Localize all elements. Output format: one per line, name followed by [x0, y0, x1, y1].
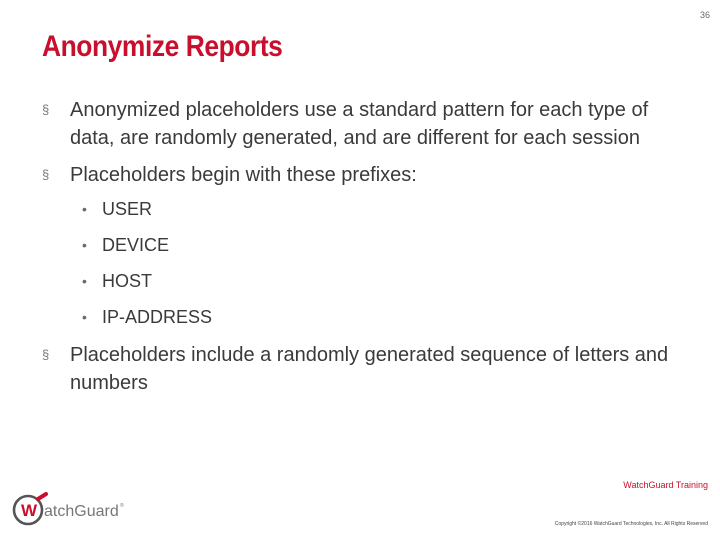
logo-w: W — [21, 501, 38, 520]
bullet-text: Placeholders begin with these prefixes: — [70, 164, 417, 186]
bullet-marker: § — [42, 347, 50, 362]
sub-marker: • — [82, 237, 87, 253]
page-number: 36 — [699, 10, 710, 20]
sub-item-user — [82, 197, 682, 221]
logo-text: atchGuard — [44, 503, 119, 520]
sub-item-text: USER — [102, 199, 153, 219]
watchguard-logo — [12, 492, 127, 528]
sub-item-text: DEVICE — [102, 235, 170, 255]
footer-copyright: Copyright ©2016 WatchGuard Technologies, Inc. All Rights Reserved — [554, 521, 708, 527]
sub-item-ip-address — [82, 305, 682, 329]
bullet-text: Placeholders include a randomly generated sequence of letters and numbers — [70, 344, 669, 394]
watchguard-logo-icon — [12, 492, 127, 528]
bullet-item — [42, 96, 682, 152]
sub-item-text: HOST — [102, 271, 153, 291]
sub-item-host — [82, 269, 682, 293]
sub-item-text: IP-ADDRESS — [102, 307, 213, 327]
bullet-item — [42, 341, 682, 397]
slide-title: Anonymize Reports — [42, 30, 283, 63]
logo-mark: ® — [120, 503, 124, 509]
slide-content — [42, 96, 682, 397]
footer-training: WatchGuard Training — [623, 480, 708, 490]
sub-marker: • — [82, 273, 87, 289]
sub-list — [82, 197, 682, 329]
sub-marker: • — [82, 201, 87, 217]
bullet-text: Anonymized placeholders use a standard pattern for each type of data, are randomly generated, and are different for each session — [70, 99, 649, 149]
bullet-marker: § — [42, 167, 50, 182]
sub-marker: • — [82, 309, 87, 325]
bullet-item — [42, 161, 682, 189]
bullet-marker: § — [42, 102, 50, 117]
sub-item-device — [82, 233, 682, 257]
